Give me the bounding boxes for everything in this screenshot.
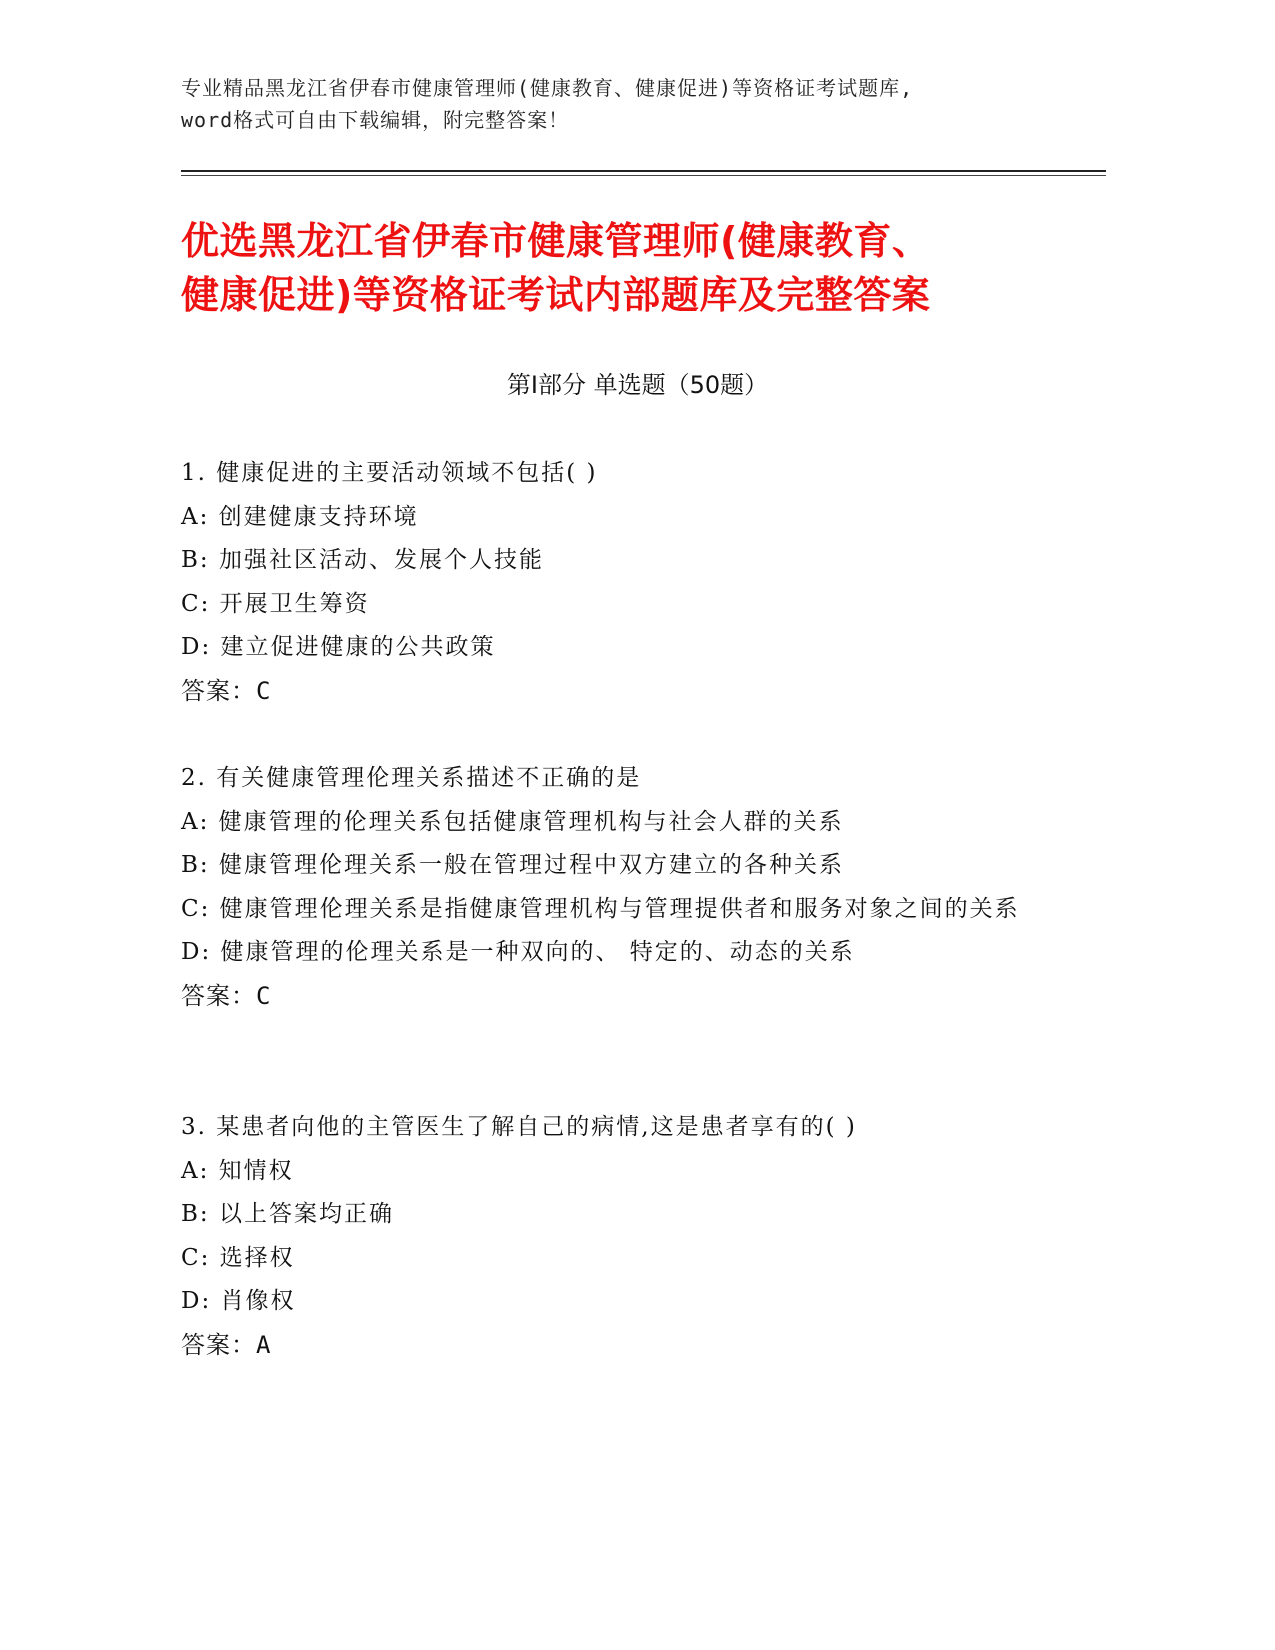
answer-label: 答案：: [181, 981, 256, 1010]
header-note: [181, 72, 1111, 136]
document-title: [181, 214, 1101, 322]
option-a: A: 创建健康支持环境: [181, 503, 419, 530]
option-c: C: 健康管理伦理关系是指健康管理机构与管理提供者和服务对象之间的关系: [181, 895, 1020, 922]
question-stem: 1. 健康促进的主要活动领域不包括( ): [181, 460, 598, 486]
option-c: C: 选择权: [181, 1244, 295, 1271]
answer-value: C: [256, 981, 272, 1010]
answer-value: C: [256, 676, 272, 705]
answer-line: [181, 670, 1031, 714]
document-title-line-1: 优选黑龙江省伊春市健康管理师(健康教育、: [181, 219, 931, 263]
answer-line: [181, 1324, 1031, 1368]
answer-value: A: [256, 1330, 272, 1359]
header-divider-thick: [181, 170, 1106, 172]
option-d: D: 肖像权: [181, 1288, 296, 1314]
option-b: B: 加强社区活动、发展个人技能: [181, 547, 544, 573]
header-divider-thin: [181, 175, 1106, 176]
option-c: C: 开展卫生筹资: [181, 590, 370, 617]
option-a: A: 健康管理的伦理关系包括健康管理机构与社会人群的关系: [181, 808, 844, 835]
header-note-line-2: word格式可自由下载编辑，附完整答案！: [181, 108, 570, 132]
answer-label: 答案：: [181, 1330, 256, 1359]
document-title-line-2: 健康促进)等资格证考试内部题库及完整答案: [181, 273, 931, 317]
option-b: B: 以上答案均正确: [181, 1201, 394, 1227]
option-a: A: 知情权: [181, 1157, 294, 1184]
question-2: [181, 757, 1031, 1018]
option-b: B: 健康管理伦理关系一般在管理过程中双方建立的各种关系: [181, 852, 844, 878]
question-1: [181, 452, 1031, 713]
option-d: D: 建立促进健康的公共政策: [181, 634, 496, 660]
question-3: [181, 1106, 1031, 1367]
section-heading: 第Ⅰ部分 单选题（50题）: [506, 371, 769, 399]
question-stem: 2. 有关健康管理伦理关系描述不正确的是: [181, 765, 642, 791]
option-d: D: 健康管理的伦理关系是一种双向的、 特定的、动态的关系: [181, 939, 855, 965]
answer-label: 答案：: [181, 676, 256, 705]
answer-line: [181, 975, 1031, 1019]
header-note-line-1: 专业精品黑龙江省伊春市健康管理师(健康教育、健康促进)等资格证考试题库,: [181, 76, 914, 100]
question-stem: 3. 某患者向他的主管医生了解自己的病情,这是患者享有的( ): [181, 1114, 857, 1140]
